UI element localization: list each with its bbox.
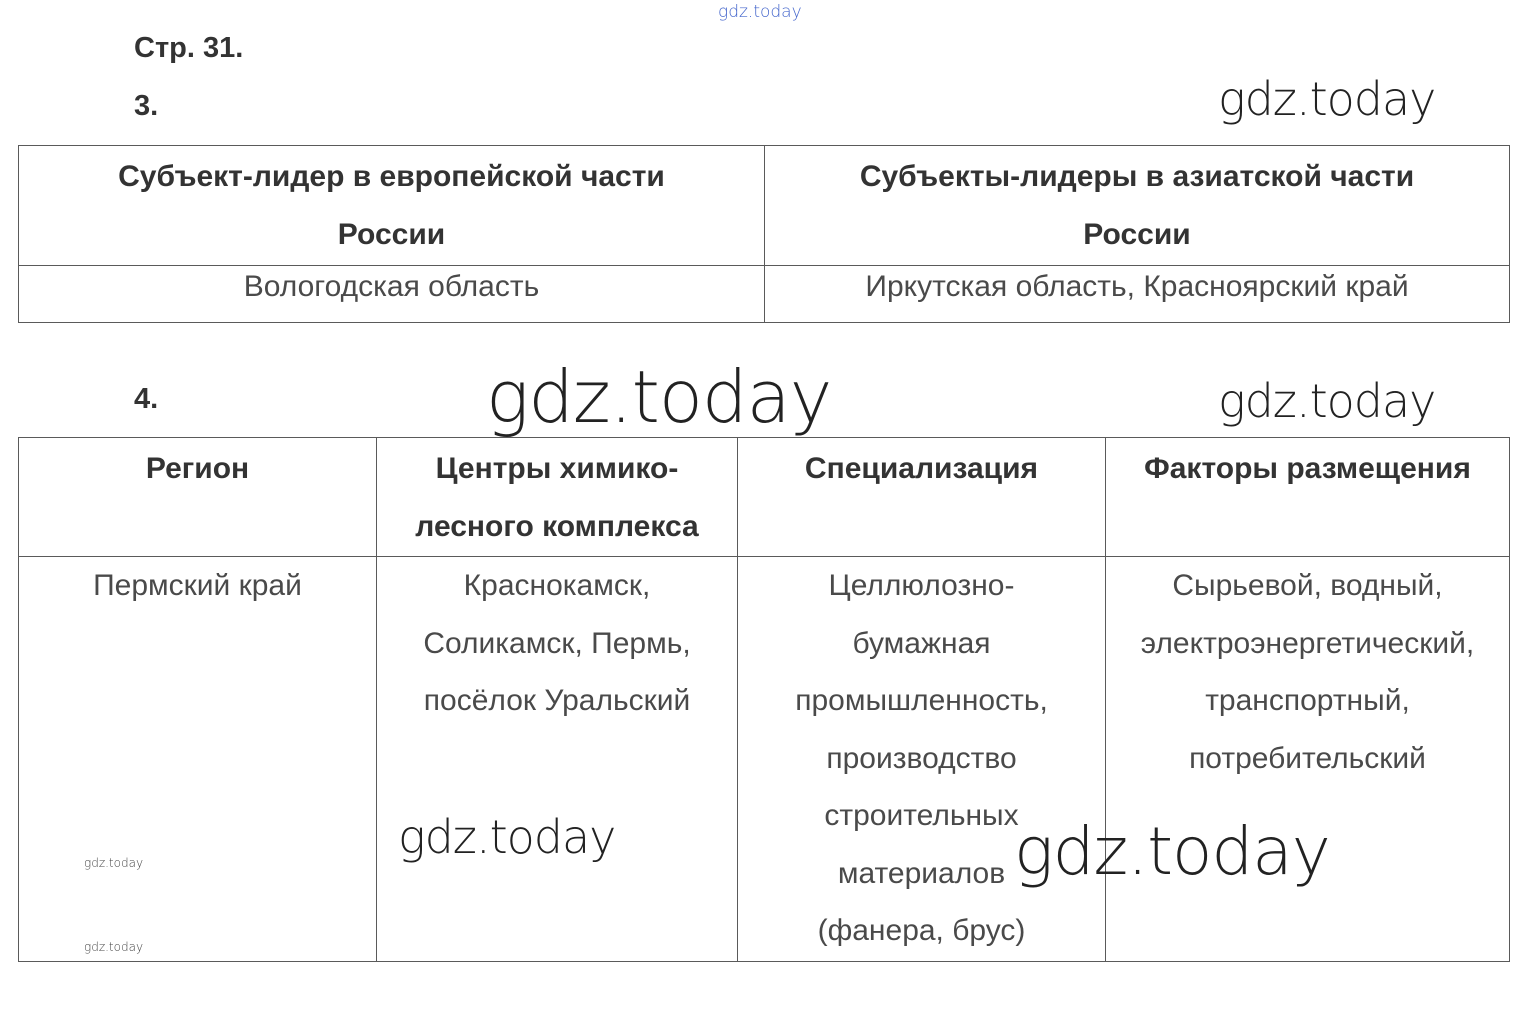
cell-line: посёлок Уральский	[423, 684, 691, 717]
task-4-header-region	[19, 438, 377, 557]
cell-line: Соликамск, Пермь,	[423, 626, 691, 660]
watermark: gdz.today	[84, 940, 144, 954]
task-3-header-row	[19, 146, 1510, 266]
task-3-cell-asia: Иркутская область, Красноярский край	[765, 266, 1510, 323]
task-4-header-specialization	[738, 438, 1106, 557]
task-4-number: 4.	[134, 383, 159, 415]
watermark: gdz.today	[1218, 72, 1436, 126]
watermark: gdz.today	[486, 355, 832, 439]
cell-line: Краснокамск,	[463, 569, 651, 602]
task-4-cell-specialization	[738, 557, 1106, 962]
task-4-cell-factors	[1106, 557, 1510, 962]
task-3-cell-europe: Вологодская область	[19, 266, 765, 323]
task-3-header-asia	[765, 146, 1510, 266]
cell-line: материалов	[837, 856, 1006, 890]
header-line: Субъект-лидер в европейской части	[118, 160, 665, 193]
task-3-data-row	[19, 266, 1510, 323]
task-4-header-centers	[377, 438, 738, 557]
task-3-table	[18, 145, 1510, 323]
cell-line: транспортный,	[1205, 684, 1410, 717]
header-line: Специализация	[804, 452, 1039, 485]
task-4-header-factors	[1106, 438, 1510, 557]
watermark: gdz.today	[1218, 374, 1436, 428]
watermark: gdz.today	[718, 2, 802, 22]
watermark: gdz.today	[84, 856, 144, 870]
cell-line: производство	[826, 741, 1017, 775]
cell-line: потребительский	[1189, 741, 1426, 775]
cell-line: Сырьевой, водный,	[1172, 569, 1443, 602]
cell-line: Целлюлозно-	[828, 569, 1015, 602]
task-4-header-row	[19, 438, 1510, 557]
task-4-cell-region	[19, 557, 377, 962]
cell-line: Пермский край	[93, 569, 302, 602]
header-line: Регион	[145, 452, 250, 485]
cell-line: (фанера, брус)	[817, 914, 1026, 947]
cell-line: бумажная	[852, 626, 991, 660]
cell-line: строительных	[824, 799, 1019, 832]
watermark: gdz.today	[398, 810, 616, 864]
header-line: лесного комплекса	[415, 509, 699, 543]
watermark: gdz.today	[1014, 813, 1330, 890]
task-3-header-europe	[19, 146, 765, 266]
cell-line: промышленность,	[795, 684, 1048, 717]
header-line: Субъекты-лидеры в азиатской части	[859, 160, 1415, 193]
cell-line: электроэнергетический,	[1140, 626, 1475, 660]
header-line: России	[1083, 217, 1191, 251]
task-4-data-row	[19, 557, 1510, 962]
header-line: Центры химико-	[435, 452, 679, 485]
header-line: России	[337, 217, 446, 251]
page-heading: Стр. 31.	[134, 32, 244, 64]
task-4-cell-centers	[377, 557, 738, 962]
task-3-number: 3.	[134, 90, 159, 122]
header-line: Факторы размещения	[1144, 452, 1471, 485]
